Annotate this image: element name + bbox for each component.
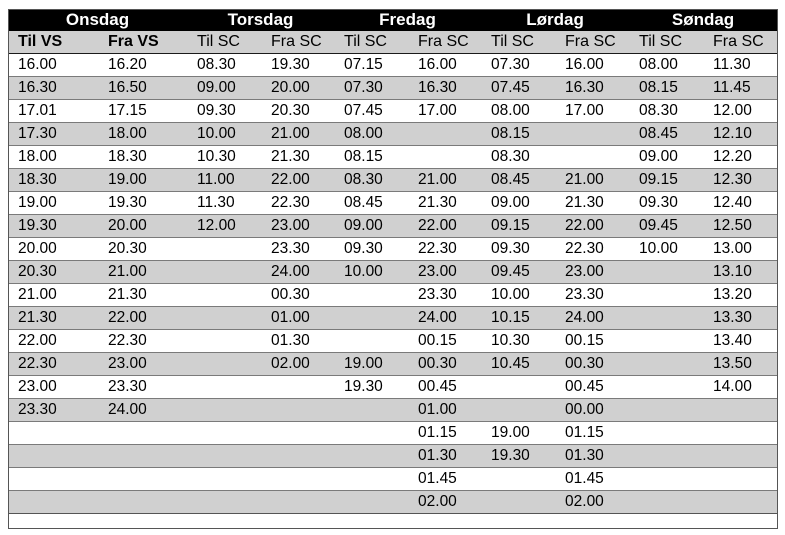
table-row [8, 261, 777, 284]
time-cell-til-vs: 19.00 [8, 192, 98, 215]
time-cell-fredag-til-sc: 09.30 [334, 238, 408, 261]
table-row [8, 330, 777, 353]
time-cell-fra-vs: 22.30 [98, 330, 187, 353]
time-cell-torsdag-til-sc: 12.00 [187, 215, 261, 238]
col-header-fra-sc: Fra SC [408, 31, 481, 54]
table-row [8, 445, 777, 468]
time-cell-fredag-til-sc [334, 307, 408, 330]
time-cell-torsdag-fra-sc [261, 422, 334, 445]
time-cell-fredag-til-sc: 08.15 [334, 146, 408, 169]
time-cell-til-vs: 17.30 [8, 123, 98, 146]
time-cell-til-vs: 20.30 [8, 261, 98, 284]
time-cell-lordag-fra-sc: 01.30 [555, 445, 629, 468]
time-cell-fra-vs [98, 468, 187, 491]
time-cell-lordag-til-sc: 10.00 [481, 284, 555, 307]
time-cell-lordag-fra-sc: 22.30 [555, 238, 629, 261]
time-cell-lordag-fra-sc [555, 146, 629, 169]
time-cell-fra-vs: 21.00 [98, 261, 187, 284]
time-cell-fredag-fra-sc: 21.30 [408, 192, 481, 215]
time-cell-fredag-til-sc: 19.30 [334, 376, 408, 399]
time-cell-sondag-fra-sc: 12.50 [703, 215, 777, 238]
time-cell-fredag-til-sc: 07.30 [334, 77, 408, 100]
table-row [8, 123, 777, 146]
time-cell-til-vs [8, 422, 98, 445]
time-cell-torsdag-fra-sc: 23.30 [261, 238, 334, 261]
time-cell-til-vs: 16.00 [8, 54, 98, 77]
time-cell-lordag-fra-sc: 17.00 [555, 100, 629, 123]
time-cell-sondag-fra-sc [703, 445, 777, 468]
time-cell-sondag-til-sc [629, 353, 703, 376]
col-header-til-sc: Til SC [629, 31, 703, 54]
time-cell-sondag-fra-sc: 13.30 [703, 307, 777, 330]
time-cell-fra-vs: 19.00 [98, 169, 187, 192]
time-cell-fra-vs: 16.20 [98, 54, 187, 77]
time-cell-til-vs: 18.30 [8, 169, 98, 192]
time-cell-fredag-fra-sc: 17.00 [408, 100, 481, 123]
time-cell-torsdag-fra-sc: 20.00 [261, 77, 334, 100]
time-cell-lordag-fra-sc [555, 123, 629, 146]
time-cell-lordag-fra-sc: 00.45 [555, 376, 629, 399]
time-cell-torsdag-til-sc [187, 445, 261, 468]
time-cell-sondag-til-sc [629, 399, 703, 422]
time-cell-lordag-fra-sc: 16.00 [555, 54, 629, 77]
time-cell-fredag-fra-sc: 01.15 [408, 422, 481, 445]
time-cell-fredag-fra-sc: 02.00 [408, 491, 481, 514]
time-cell-fredag-til-sc: 19.00 [334, 353, 408, 376]
time-cell-lordag-fra-sc: 23.30 [555, 284, 629, 307]
time-cell-fredag-fra-sc: 23.30 [408, 284, 481, 307]
time-cell-til-vs: 21.00 [8, 284, 98, 307]
time-cell-torsdag-fra-sc: 01.30 [261, 330, 334, 353]
time-cell-sondag-fra-sc: 12.30 [703, 169, 777, 192]
time-cell-til-vs [8, 445, 98, 468]
time-cell-lordag-til-sc [481, 491, 555, 514]
time-cell-fra-vs: 19.30 [98, 192, 187, 215]
time-cell-lordag-fra-sc: 00.15 [555, 330, 629, 353]
day-header-torsdag: Torsdag [187, 9, 334, 31]
table-row [8, 468, 777, 491]
time-cell-til-vs: 21.30 [8, 307, 98, 330]
col-header-fra-sc: Fra SC [703, 31, 777, 54]
time-cell-torsdag-til-sc [187, 468, 261, 491]
time-cell-torsdag-fra-sc: 23.00 [261, 215, 334, 238]
time-cell-fredag-til-sc: 08.00 [334, 123, 408, 146]
time-cell-torsdag-fra-sc: 01.00 [261, 307, 334, 330]
table-row [8, 399, 777, 422]
time-cell-lordag-til-sc: 19.00 [481, 422, 555, 445]
time-cell-fredag-til-sc [334, 468, 408, 491]
time-cell-fredag-fra-sc: 00.30 [408, 353, 481, 376]
time-cell-fredag-til-sc: 08.30 [334, 169, 408, 192]
time-cell-fredag-fra-sc: 21.00 [408, 169, 481, 192]
time-cell-lordag-til-sc: 09.00 [481, 192, 555, 215]
time-cell-torsdag-fra-sc: 24.00 [261, 261, 334, 284]
time-cell-fredag-fra-sc: 01.00 [408, 399, 481, 422]
time-cell-torsdag-fra-sc: 02.00 [261, 353, 334, 376]
time-cell-til-vs: 23.00 [8, 376, 98, 399]
time-cell-lordag-til-sc: 09.15 [481, 215, 555, 238]
time-cell-fra-vs: 17.15 [98, 100, 187, 123]
time-cell-fredag-til-sc: 10.00 [334, 261, 408, 284]
time-cell-torsdag-til-sc [187, 491, 261, 514]
table-row [8, 376, 777, 399]
time-cell-til-vs: 20.00 [8, 238, 98, 261]
time-cell-fra-vs: 22.00 [98, 307, 187, 330]
time-cell-lordag-til-sc [481, 376, 555, 399]
time-cell-til-vs [8, 491, 98, 514]
time-cell-fredag-til-sc: 08.45 [334, 192, 408, 215]
time-cell-fra-vs: 16.50 [98, 77, 187, 100]
time-cell-torsdag-til-sc: 10.00 [187, 123, 261, 146]
col-header-til-sc: Til SC [187, 31, 261, 54]
time-cell-torsdag-til-sc: 11.30 [187, 192, 261, 215]
day-header-lordag: Lørdag [481, 9, 629, 31]
time-cell-lordag-til-sc [481, 468, 555, 491]
time-cell-torsdag-til-sc: 11.00 [187, 169, 261, 192]
day-header-row [8, 9, 777, 31]
time-cell-sondag-fra-sc: 14.00 [703, 376, 777, 399]
time-cell-lordag-til-sc: 09.30 [481, 238, 555, 261]
time-cell-torsdag-til-sc: 08.30 [187, 54, 261, 77]
time-cell-sondag-til-sc [629, 491, 703, 514]
time-cell-lordag-til-sc: 09.45 [481, 261, 555, 284]
time-cell-torsdag-til-sc [187, 261, 261, 284]
time-cell-torsdag-fra-sc: 00.30 [261, 284, 334, 307]
time-cell-sondag-fra-sc: 12.40 [703, 192, 777, 215]
table-row [8, 307, 777, 330]
time-cell-sondag-til-sc: 09.15 [629, 169, 703, 192]
time-cell-sondag-til-sc [629, 284, 703, 307]
time-cell-sondag-til-sc: 09.30 [629, 192, 703, 215]
time-cell-til-vs: 23.30 [8, 399, 98, 422]
time-cell-fredag-fra-sc [408, 123, 481, 146]
time-cell-lordag-til-sc: 19.30 [481, 445, 555, 468]
table-row [8, 215, 777, 238]
time-cell-sondag-fra-sc: 11.30 [703, 54, 777, 77]
time-cell-sondag-til-sc [629, 261, 703, 284]
time-cell-fredag-til-sc: 09.00 [334, 215, 408, 238]
time-cell-torsdag-til-sc [187, 376, 261, 399]
time-cell-sondag-fra-sc: 12.20 [703, 146, 777, 169]
day-header-sondag: Søndag [629, 9, 777, 31]
time-cell-til-vs [8, 468, 98, 491]
table-row [8, 491, 777, 514]
time-cell-fra-vs: 23.30 [98, 376, 187, 399]
time-cell-sondag-fra-sc [703, 399, 777, 422]
time-cell-lordag-fra-sc: 01.45 [555, 468, 629, 491]
time-cell-lordag-fra-sc: 00.00 [555, 399, 629, 422]
time-cell-fra-vs: 18.00 [98, 123, 187, 146]
time-cell-lordag-til-sc: 10.45 [481, 353, 555, 376]
time-cell-sondag-til-sc: 09.00 [629, 146, 703, 169]
time-cell-fredag-til-sc [334, 422, 408, 445]
time-cell-torsdag-fra-sc: 20.30 [261, 100, 334, 123]
table-row [8, 192, 777, 215]
time-cell-lordag-fra-sc: 16.30 [555, 77, 629, 100]
time-cell-sondag-fra-sc: 13.40 [703, 330, 777, 353]
day-header-fredag: Fredag [334, 9, 481, 31]
time-cell-torsdag-fra-sc: 21.30 [261, 146, 334, 169]
time-cell-torsdag-til-sc [187, 422, 261, 445]
time-cell-lordag-til-sc: 08.15 [481, 123, 555, 146]
time-cell-torsdag-til-sc [187, 353, 261, 376]
table-row [8, 169, 777, 192]
time-cell-sondag-til-sc: 08.15 [629, 77, 703, 100]
time-cell-fredag-fra-sc: 01.30 [408, 445, 481, 468]
table-row [8, 284, 777, 307]
time-cell-torsdag-til-sc: 09.00 [187, 77, 261, 100]
time-cell-torsdag-til-sc: 09.30 [187, 100, 261, 123]
time-cell-fredag-til-sc [334, 445, 408, 468]
time-cell-fredag-fra-sc: 23.00 [408, 261, 481, 284]
time-cell-torsdag-til-sc [187, 399, 261, 422]
time-cell-lordag-til-sc: 07.45 [481, 77, 555, 100]
time-cell-fredag-til-sc [334, 491, 408, 514]
time-cell-fredag-til-sc [334, 284, 408, 307]
time-cell-fra-vs: 24.00 [98, 399, 187, 422]
time-cell-sondag-fra-sc: 13.50 [703, 353, 777, 376]
time-cell-sondag-til-sc [629, 445, 703, 468]
time-cell-fredag-til-sc: 07.15 [334, 54, 408, 77]
time-cell-torsdag-til-sc: 10.30 [187, 146, 261, 169]
time-cell-fredag-til-sc [334, 399, 408, 422]
time-cell-sondag-til-sc [629, 468, 703, 491]
time-cell-lordag-til-sc [481, 399, 555, 422]
time-cell-torsdag-til-sc [187, 330, 261, 353]
time-cell-torsdag-fra-sc: 19.30 [261, 54, 334, 77]
time-cell-fra-vs [98, 491, 187, 514]
time-cell-fredag-fra-sc: 00.15 [408, 330, 481, 353]
time-cell-lordag-fra-sc: 23.00 [555, 261, 629, 284]
time-cell-sondag-til-sc [629, 422, 703, 445]
time-cell-fredag-fra-sc [408, 146, 481, 169]
day-header-onsdag: Onsdag [8, 9, 187, 31]
time-cell-til-vs: 16.30 [8, 77, 98, 100]
col-header-fra-vs: Fra VS [98, 31, 187, 54]
time-cell-sondag-fra-sc: 13.00 [703, 238, 777, 261]
time-cell-sondag-til-sc: 10.00 [629, 238, 703, 261]
time-cell-lordag-til-sc: 10.15 [481, 307, 555, 330]
time-cell-sondag-fra-sc: 13.10 [703, 261, 777, 284]
time-cell-fredag-fra-sc: 22.30 [408, 238, 481, 261]
schedule-table [8, 9, 777, 514]
time-cell-fredag-til-sc [334, 330, 408, 353]
time-cell-torsdag-fra-sc: 22.00 [261, 169, 334, 192]
time-cell-sondag-til-sc: 08.30 [629, 100, 703, 123]
time-cell-fredag-fra-sc: 16.00 [408, 54, 481, 77]
time-cell-sondag-til-sc: 09.45 [629, 215, 703, 238]
col-header-til-vs: Til VS [8, 31, 98, 54]
col-header-fra-sc: Fra SC [261, 31, 334, 54]
table-row [8, 353, 777, 376]
time-cell-lordag-til-sc: 10.30 [481, 330, 555, 353]
time-cell-sondag-fra-sc [703, 422, 777, 445]
time-cell-torsdag-fra-sc [261, 491, 334, 514]
time-cell-lordag-fra-sc: 21.30 [555, 192, 629, 215]
time-cell-til-vs: 17.01 [8, 100, 98, 123]
time-cell-fra-vs: 23.00 [98, 353, 187, 376]
table-row [8, 238, 777, 261]
table-row [8, 146, 777, 169]
time-cell-lordag-fra-sc: 01.15 [555, 422, 629, 445]
time-cell-lordag-fra-sc: 00.30 [555, 353, 629, 376]
time-cell-lordag-til-sc: 08.00 [481, 100, 555, 123]
time-cell-fra-vs: 18.30 [98, 146, 187, 169]
time-cell-sondag-til-sc [629, 376, 703, 399]
time-cell-fredag-fra-sc: 01.45 [408, 468, 481, 491]
time-cell-fra-vs [98, 445, 187, 468]
time-cell-lordag-fra-sc: 22.00 [555, 215, 629, 238]
time-cell-til-vs: 18.00 [8, 146, 98, 169]
time-cell-fra-vs [98, 422, 187, 445]
time-cell-sondag-fra-sc: 12.00 [703, 100, 777, 123]
time-cell-fra-vs: 21.30 [98, 284, 187, 307]
time-cell-lordag-til-sc: 08.45 [481, 169, 555, 192]
time-cell-sondag-fra-sc [703, 491, 777, 514]
time-cell-til-vs: 22.30 [8, 353, 98, 376]
table-row [8, 77, 777, 100]
time-cell-sondag-fra-sc: 13.20 [703, 284, 777, 307]
time-cell-torsdag-fra-sc: 21.00 [261, 123, 334, 146]
direction-header-row [8, 31, 777, 54]
time-cell-fra-vs: 20.00 [98, 215, 187, 238]
time-cell-sondag-til-sc [629, 330, 703, 353]
time-cell-til-vs: 22.00 [8, 330, 98, 353]
time-cell-lordag-til-sc: 08.30 [481, 146, 555, 169]
time-cell-sondag-fra-sc: 11.45 [703, 77, 777, 100]
time-cell-torsdag-fra-sc [261, 399, 334, 422]
time-cell-fredag-fra-sc: 16.30 [408, 77, 481, 100]
time-cell-torsdag-til-sc [187, 307, 261, 330]
time-cell-fredag-til-sc: 07.45 [334, 100, 408, 123]
schedule-body [8, 54, 777, 514]
col-header-til-sc: Til SC [334, 31, 408, 54]
time-cell-lordag-fra-sc: 24.00 [555, 307, 629, 330]
col-header-til-sc: Til SC [481, 31, 555, 54]
table-row [8, 422, 777, 445]
time-cell-til-vs: 19.30 [8, 215, 98, 238]
time-cell-torsdag-fra-sc [261, 445, 334, 468]
col-header-fra-sc: Fra SC [555, 31, 629, 54]
table-row [8, 54, 777, 77]
time-cell-sondag-fra-sc [703, 468, 777, 491]
time-cell-torsdag-fra-sc [261, 468, 334, 491]
time-cell-torsdag-til-sc [187, 238, 261, 261]
time-cell-sondag-til-sc: 08.45 [629, 123, 703, 146]
time-cell-fredag-fra-sc: 00.45 [408, 376, 481, 399]
time-cell-torsdag-fra-sc [261, 376, 334, 399]
time-cell-sondag-til-sc: 08.00 [629, 54, 703, 77]
time-cell-fra-vs: 20.30 [98, 238, 187, 261]
table-row [8, 100, 777, 123]
time-cell-lordag-til-sc: 07.30 [481, 54, 555, 77]
time-cell-lordag-fra-sc: 02.00 [555, 491, 629, 514]
time-cell-sondag-til-sc [629, 307, 703, 330]
time-cell-lordag-fra-sc: 21.00 [555, 169, 629, 192]
time-cell-fredag-fra-sc: 24.00 [408, 307, 481, 330]
time-cell-torsdag-fra-sc: 22.30 [261, 192, 334, 215]
time-cell-torsdag-til-sc [187, 284, 261, 307]
time-cell-sondag-fra-sc: 12.10 [703, 123, 777, 146]
time-cell-fredag-fra-sc: 22.00 [408, 215, 481, 238]
